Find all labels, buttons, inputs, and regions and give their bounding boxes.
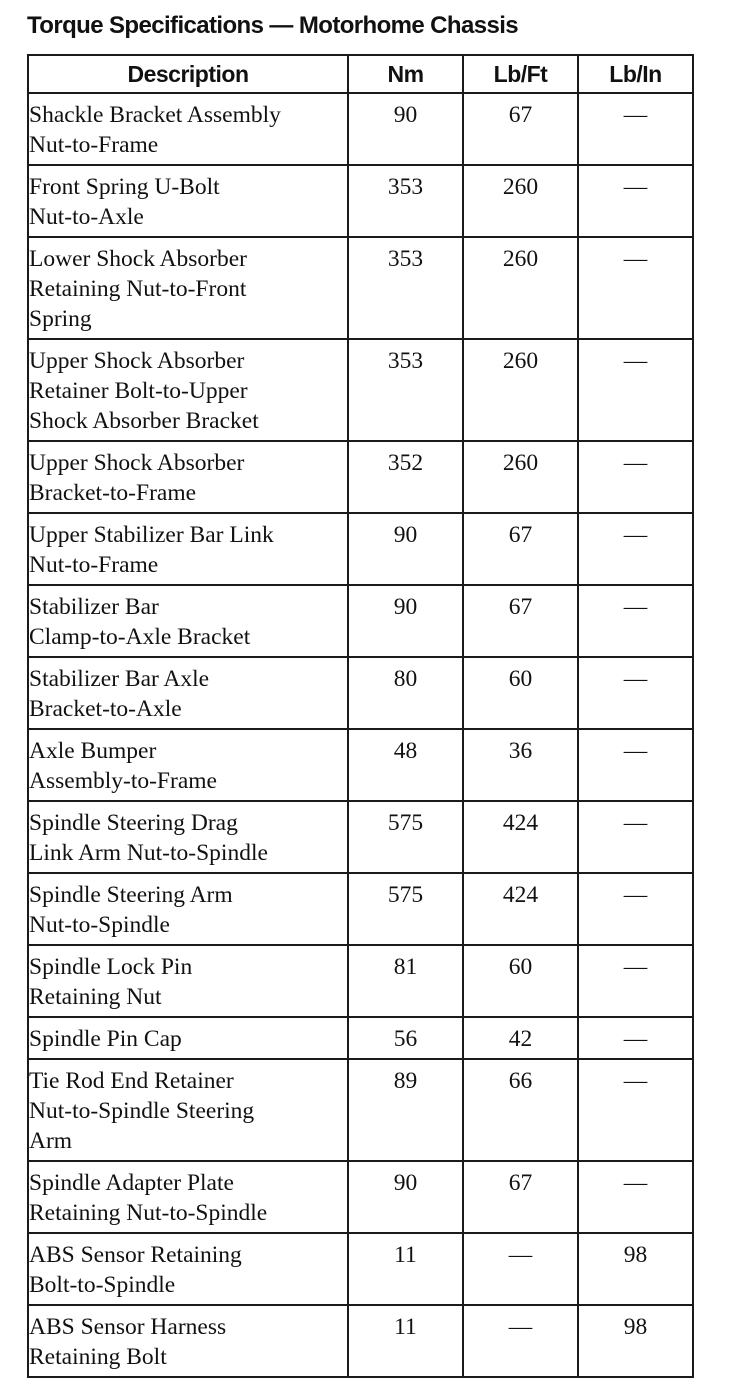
- cell-lbft: 424: [463, 873, 578, 945]
- cell-description: Spindle Steering Drag Link Arm Nut-to-Spindle: [28, 801, 348, 873]
- table-row: [28, 513, 693, 585]
- cell-lbft: 36: [463, 729, 578, 801]
- cell-nm: 575: [348, 801, 463, 873]
- table-row: [28, 93, 693, 165]
- table-row: [28, 657, 693, 729]
- cell-nm: 90: [348, 513, 463, 585]
- table-row: [28, 1059, 693, 1161]
- cell-nm: 353: [348, 165, 463, 237]
- table-header-row: [28, 55, 693, 93]
- cell-lbin: —: [578, 729, 693, 801]
- cell-lbft: 60: [463, 657, 578, 729]
- header-description: Description: [28, 55, 348, 93]
- cell-lbft: 60: [463, 945, 578, 1017]
- cell-description: Upper Shock Absorber Retainer Bolt-to-Upper Shock Absorber Bracket: [28, 339, 348, 441]
- cell-lbin: —: [578, 93, 693, 165]
- cell-lbin: 98: [578, 1305, 693, 1377]
- table-row: [28, 945, 693, 1017]
- header-lbin: Lb/In: [578, 55, 693, 93]
- cell-lbin: —: [578, 873, 693, 945]
- cell-lbin: —: [578, 945, 693, 1017]
- table-row: [28, 1161, 693, 1233]
- cell-lbft: 42: [463, 1017, 578, 1059]
- cell-description: Lower Shock Absorber Retaining Nut-to-Front Spring: [28, 237, 348, 339]
- cell-nm: 89: [348, 1059, 463, 1161]
- cell-lbft: 424: [463, 801, 578, 873]
- cell-nm: 48: [348, 729, 463, 801]
- cell-lbft: 67: [463, 93, 578, 165]
- cell-lbin: —: [578, 801, 693, 873]
- cell-description: Upper Stabilizer Bar Link Nut-to-Frame: [28, 513, 348, 585]
- cell-lbft: 66: [463, 1059, 578, 1161]
- cell-nm: 80: [348, 657, 463, 729]
- cell-lbft: 260: [463, 165, 578, 237]
- cell-nm: 352: [348, 441, 463, 513]
- table-body: [28, 93, 693, 1377]
- cell-lbin: —: [578, 165, 693, 237]
- table-row: [28, 585, 693, 657]
- cell-nm: 90: [348, 93, 463, 165]
- cell-description: Spindle Steering Arm Nut-to-Spindle: [28, 873, 348, 945]
- cell-lbin: —: [578, 441, 693, 513]
- torque-spec-table: [27, 54, 694, 1378]
- cell-lbft: 67: [463, 1161, 578, 1233]
- cell-nm: 81: [348, 945, 463, 1017]
- page-title: Torque Specifications — Motorhome Chassis: [27, 12, 519, 39]
- cell-description: Stabilizer Bar Clamp-to-Axle Bracket: [28, 585, 348, 657]
- cell-description: Spindle Lock Pin Retaining Nut: [28, 945, 348, 1017]
- cell-nm: 90: [348, 585, 463, 657]
- cell-description: Stabilizer Bar Axle Bracket-to-Axle: [28, 657, 348, 729]
- table-row: [28, 441, 693, 513]
- cell-lbft: 260: [463, 339, 578, 441]
- table-row: [28, 729, 693, 801]
- cell-lbin: —: [578, 339, 693, 441]
- cell-description: Tie Rod End Retainer Nut-to-Spindle Steering Arm: [28, 1059, 348, 1161]
- cell-description: ABS Sensor Retaining Bolt-to-Spindle: [28, 1233, 348, 1305]
- table-row: [28, 1233, 693, 1305]
- cell-lbin: 98: [578, 1233, 693, 1305]
- cell-nm: 56: [348, 1017, 463, 1059]
- cell-lbft: —: [463, 1233, 578, 1305]
- cell-lbin: —: [578, 585, 693, 657]
- table-row: [28, 237, 693, 339]
- cell-nm: 11: [348, 1305, 463, 1377]
- table-row: [28, 873, 693, 945]
- cell-lbin: —: [578, 1161, 693, 1233]
- cell-nm: 11: [348, 1233, 463, 1305]
- table-row: [28, 339, 693, 441]
- table-row: [28, 1305, 693, 1377]
- cell-description: Spindle Pin Cap: [28, 1017, 348, 1059]
- cell-nm: 575: [348, 873, 463, 945]
- cell-lbft: 260: [463, 237, 578, 339]
- cell-description: Axle Bumper Assembly-to-Frame: [28, 729, 348, 801]
- cell-lbin: —: [578, 237, 693, 339]
- cell-nm: 90: [348, 1161, 463, 1233]
- cell-lbft: 67: [463, 513, 578, 585]
- table-row: [28, 801, 693, 873]
- cell-lbin: —: [578, 1059, 693, 1161]
- cell-lbft: 67: [463, 585, 578, 657]
- cell-nm: 353: [348, 339, 463, 441]
- cell-nm: 353: [348, 237, 463, 339]
- cell-lbin: —: [578, 657, 693, 729]
- cell-lbin: —: [578, 513, 693, 585]
- cell-lbin: —: [578, 1017, 693, 1059]
- cell-description: Spindle Adapter Plate Retaining Nut-to-Spindle: [28, 1161, 348, 1233]
- table-row: [28, 1017, 693, 1059]
- cell-lbft: 260: [463, 441, 578, 513]
- cell-description: Shackle Bracket Assembly Nut-to-Frame: [28, 93, 348, 165]
- header-lbft: Lb/Ft: [463, 55, 578, 93]
- cell-description: ABS Sensor Harness Retaining Bolt: [28, 1305, 348, 1377]
- table-row: [28, 165, 693, 237]
- cell-description: Upper Shock Absorber Bracket-to-Frame: [28, 441, 348, 513]
- cell-description: Front Spring U-Bolt Nut-to-Axle: [28, 165, 348, 237]
- cell-lbft: —: [463, 1305, 578, 1377]
- header-nm: Nm: [348, 55, 463, 93]
